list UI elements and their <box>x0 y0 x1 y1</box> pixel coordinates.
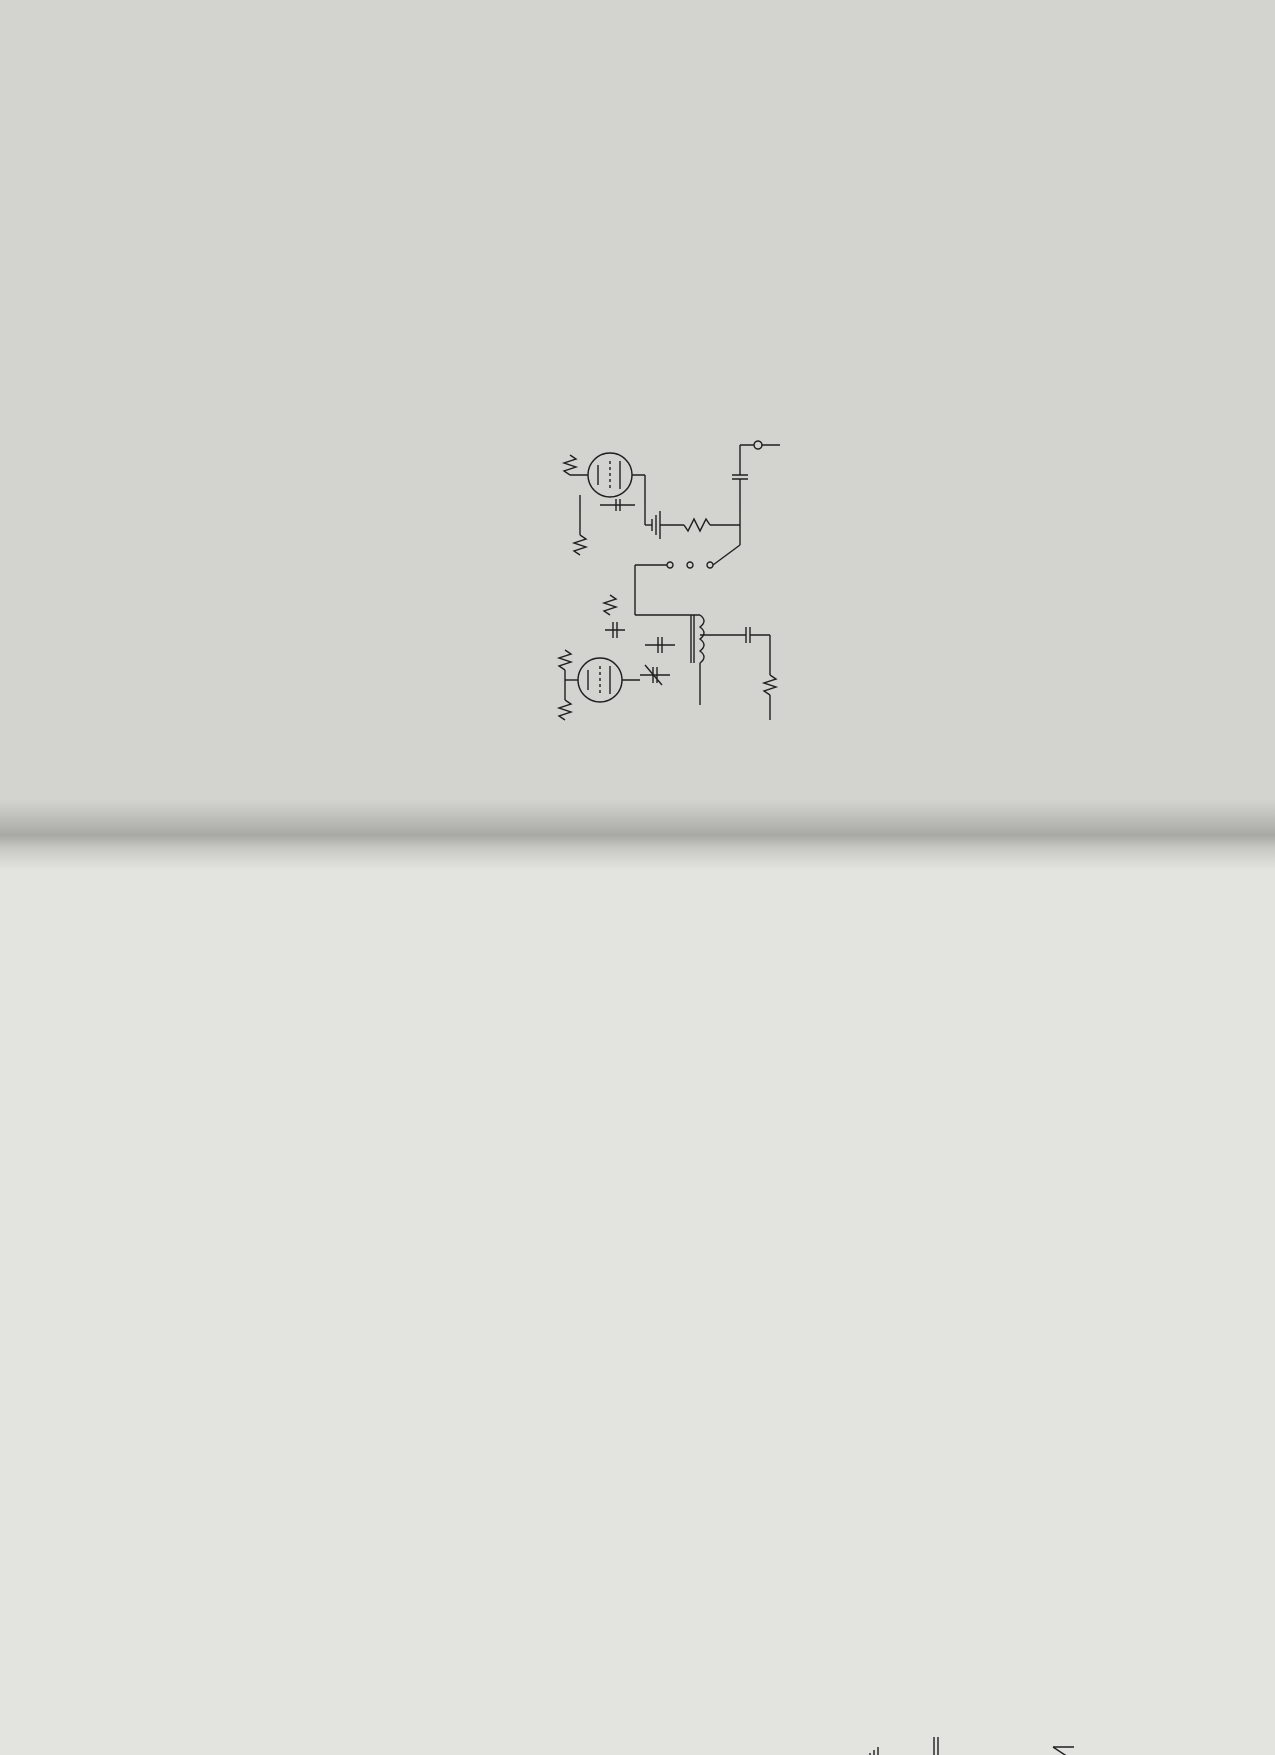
figure-2-schematic <box>858 1717 1108 1755</box>
left-page <box>0 0 1275 845</box>
left-page-content <box>15 35 1215 755</box>
right-page-content <box>20 1707 1220 1755</box>
running-header <box>1186 1707 1220 1755</box>
figure-1 <box>547 415 810 745</box>
figure-2 <box>862 1717 1108 1755</box>
right-page <box>0 845 1275 1755</box>
figure-1-schematic <box>545 415 810 745</box>
figure-3-schematic <box>510 1747 665 1755</box>
figure-3 <box>510 1747 665 1755</box>
